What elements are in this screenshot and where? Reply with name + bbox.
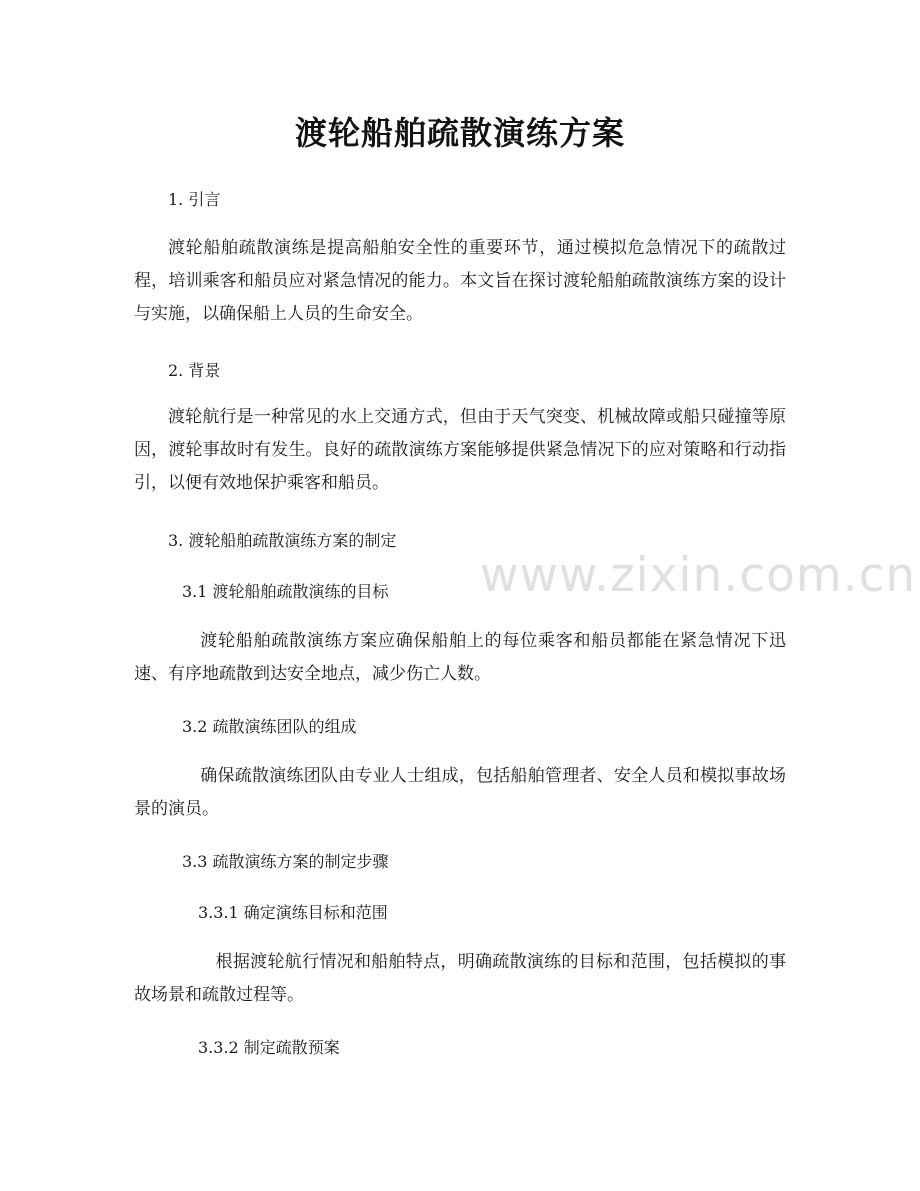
subsection-heading-3-3-2: 3.3.2 制定疏散预案 xyxy=(198,1038,340,1057)
subsection-heading-3-3: 3.3 疏散演练方案的制定步骤 xyxy=(182,852,389,871)
section-heading-1: 1. 引言 xyxy=(168,190,221,209)
subsection-heading-3-3-1: 3.3.1 确定演练目标和范围 xyxy=(198,903,388,922)
subsection-paragraph-3-2: 确保疏散演练团队由专业人士组成，包括船舶管理者、安全人员和模拟事故场景的演员。 xyxy=(134,766,786,819)
section-heading-3: 3. 渡轮船舶疏散演练方案的制定 xyxy=(168,531,397,550)
watermark: www.zixin.com.cn xyxy=(480,548,917,603)
subsection-heading-3-2: 3.2 疏散演练团队的组成 xyxy=(182,717,357,736)
subsection-paragraph-3-3-1: 根据渡轮航行情况和船舶特点，明确疏散演练的目标和范围，包括模拟的事故场景和疏散过程等。 xyxy=(134,952,786,1005)
subsection-paragraph-3-1: 渡轮船舶疏散演练方案应确保船舶上的每位乘客和船员都能在紧急情况下迅速、有序地疏散到达安全地点，减少伤亡人数。 xyxy=(134,631,786,684)
document-title: 渡轮船舶疏散演练方案 xyxy=(294,114,625,152)
section-paragraph-2: 渡轮航行是一种常见的水上交通方式，但由于天气突变、机械故障或船只碰撞等原因，渡轮事故时有发生。良好的疏散演练方案能够提供紧急情况下的应对策略和行动指引，以便有效地保护乘客和船员。 xyxy=(134,407,786,493)
section-paragraph-1: 渡轮船舶疏散演练是提高船舶安全性的重要环节，通过模拟危急情况下的疏散过程，培训乘客和船员应对紧急情况的能力。本文旨在探讨渡轮船舶疏散演练方案的设计与实施，以确保船上人员的生命安全。 xyxy=(134,238,786,324)
subsection-heading-3-1: 3.1 渡轮船舶疏散演练的目标 xyxy=(182,582,389,601)
section-heading-2: 2. 背景 xyxy=(168,361,221,380)
